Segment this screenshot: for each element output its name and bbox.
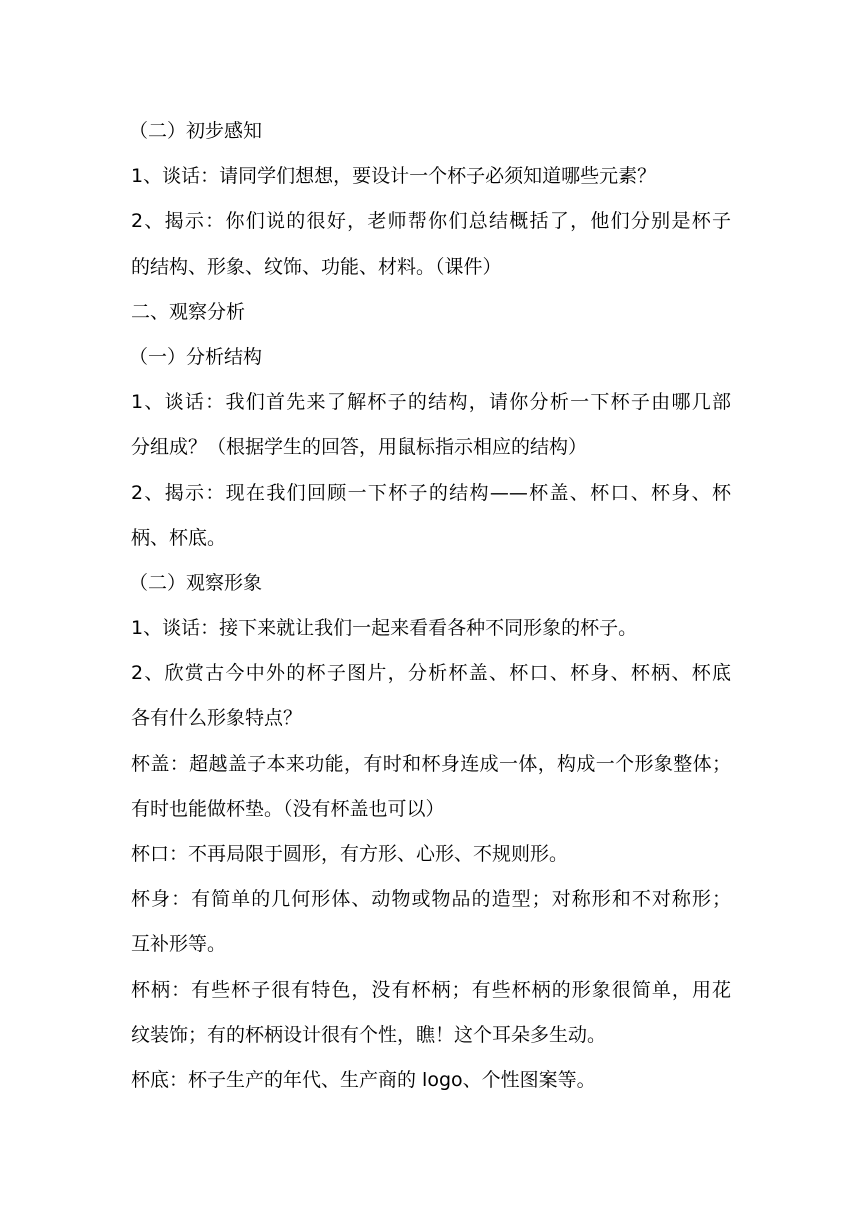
- section-heading: 二、观察分析: [131, 300, 246, 323]
- paragraph-line: 杯盖：超越盖子本来功能，有时和杯身连成一体，构成一个形象整体；: [131, 752, 731, 775]
- paragraph-line: 杯身：有简单的几何形体、动物或物品的造型；对称形和不对称形；: [131, 888, 731, 911]
- paragraph-line: 杯柄：有些杯子很有特色，没有杯柄；有些杯柄的形象很简单，用花: [131, 978, 731, 1001]
- paragraph-line: 分组成？（根据学生的回答，用鼠标指示相应的结构）: [131, 436, 588, 459]
- paragraph-line: 柄、杯底。: [131, 526, 227, 549]
- document-body: [131, 109, 731, 1103]
- paragraph-line: 2、欣赏古今中外的杯子图片，分析杯盖、杯口、杯身、杯柄、杯底: [131, 662, 731, 685]
- paragraph-line: 1、谈话：我们首先来了解杯子的结构，请你分析一下杯子由哪几部: [131, 391, 731, 414]
- paragraph-line: 2、揭示：现在我们回顾一下杯子的结构——杯盖、杯口、杯身、杯: [131, 481, 731, 504]
- paragraph-line: 互补形等。: [131, 933, 227, 956]
- paragraph-line: 1、谈话：请同学们想想，要设计一个杯子必须知道哪些元素？: [131, 165, 657, 188]
- paragraph-line: 杯口：不再局限于圆形，有方形、心形、不规则形。: [131, 843, 569, 865]
- paragraph-line: 1、谈话：接下来就让我们一起来看看各种不同形象的杯子。: [131, 617, 638, 640]
- paragraph-line: 2、揭示：你们说的很好，老师帮你们总结概括了，他们分别是杯子: [131, 210, 731, 233]
- section-heading: （二）初步感知: [129, 120, 263, 142]
- paragraph-line: 杯底：杯子生产的年代、生产商的 logo、个性图案等。: [131, 1068, 596, 1091]
- paragraph-line: 纹装饰；有的杯柄设计很有个性，瞧！这个耳朵多生动。: [131, 1023, 607, 1046]
- section-heading: （二）观察形象: [129, 571, 263, 594]
- section-heading: （一）分析结构: [129, 345, 263, 368]
- paragraph-line: 各有什么形象特点？: [131, 707, 303, 730]
- paragraph-line: 有时也能做杯垫。（没有杯盖也可以）: [131, 797, 445, 820]
- paragraph-line: 的结构、形象、纹饰、功能、材料。（课件）: [131, 255, 502, 278]
